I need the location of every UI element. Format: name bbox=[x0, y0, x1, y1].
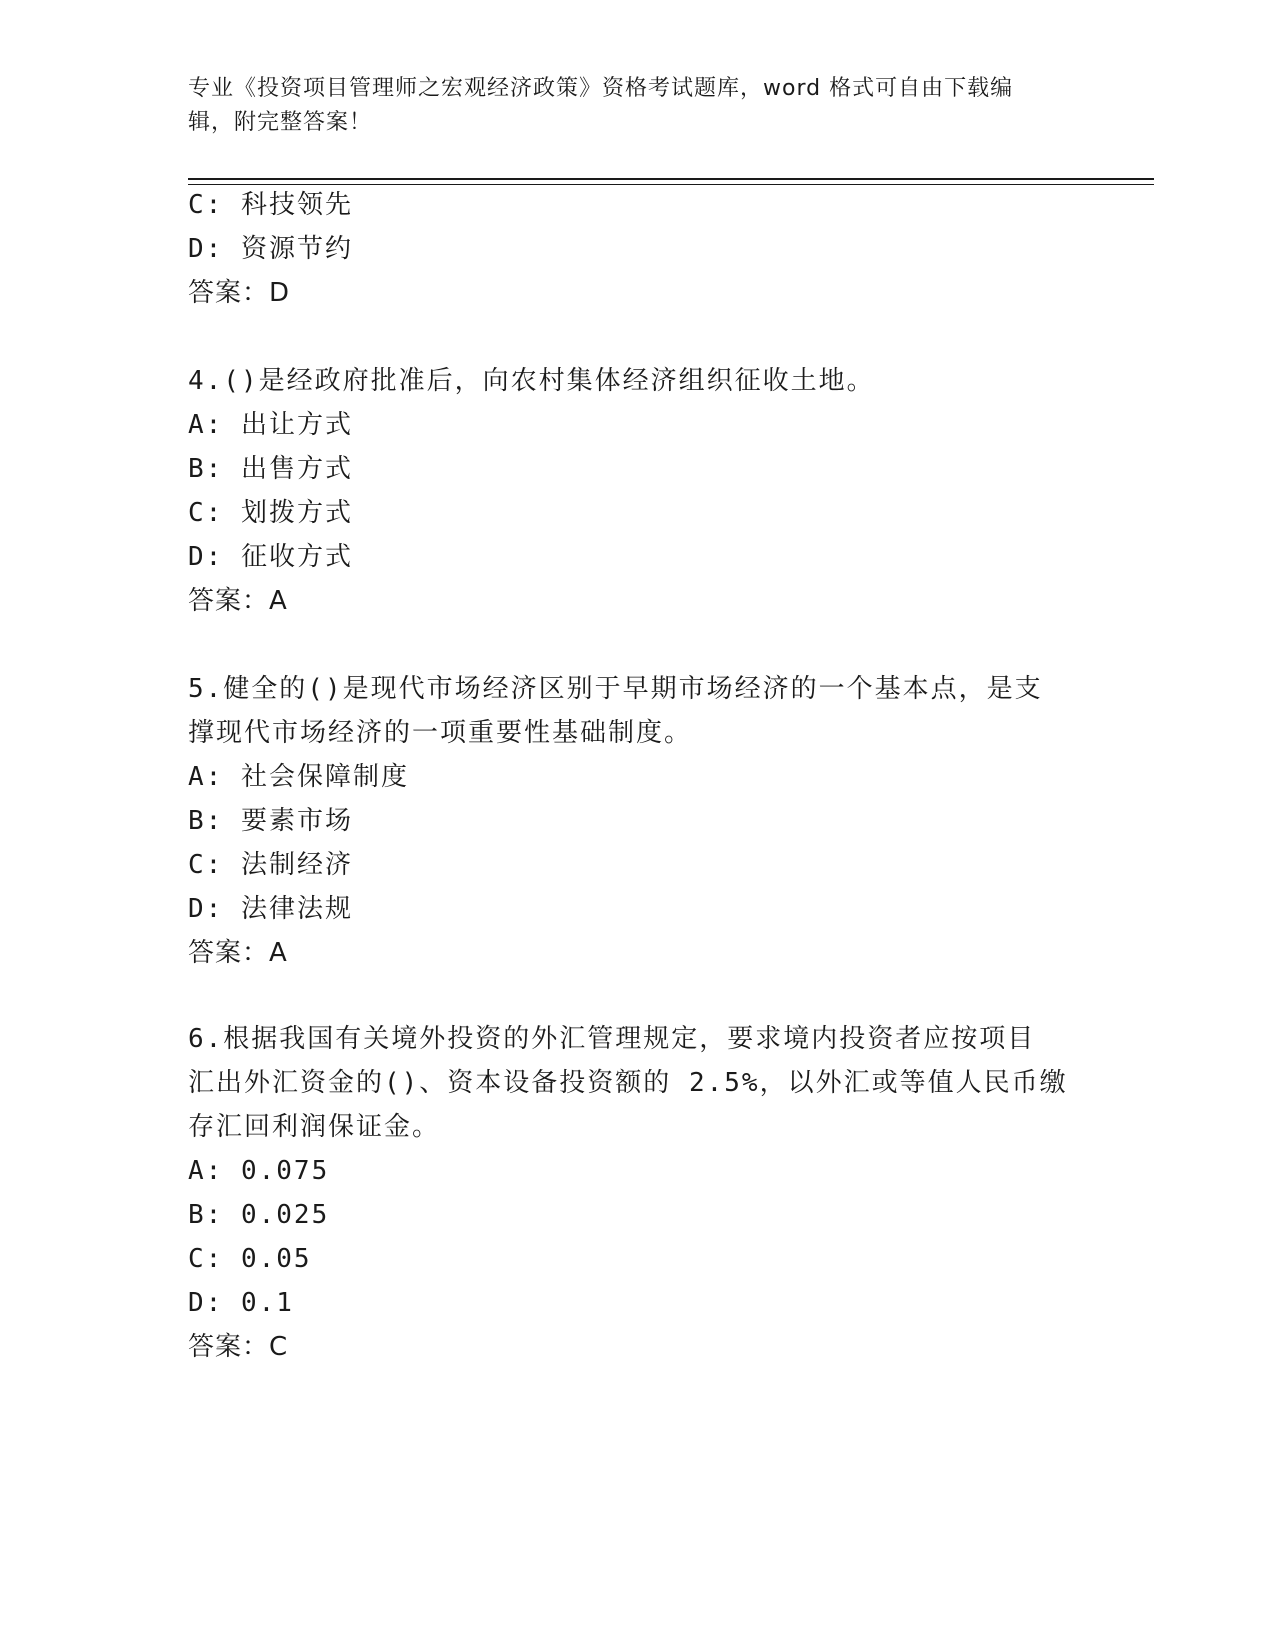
q6-stem-line-2: 汇出外汇资金的()、资本设备投资额的 2.5%，以外汇或等值人民币缴 bbox=[188, 1068, 1068, 1098]
q5-option-c: C: 法制经济 bbox=[188, 850, 353, 880]
q5-option-d: D: 法律法规 bbox=[188, 894, 353, 924]
q6-option-a: A: 0.075 bbox=[188, 1156, 330, 1186]
q4-option-d: D: 征收方式 bbox=[188, 542, 353, 572]
header-divider-thick bbox=[188, 178, 1154, 180]
q4-answer: 答案：A bbox=[188, 586, 288, 616]
q6-option-c: C: 0.05 bbox=[188, 1244, 312, 1274]
q6-option-b: B: 0.025 bbox=[188, 1200, 330, 1230]
q5-stem-line-2: 撑现代市场经济的一项重要性基础制度。 bbox=[188, 718, 693, 748]
document-header bbox=[188, 72, 1068, 140]
q4-stem: 4.()是经政府批准后，向农村集体经济组织征收土地。 bbox=[188, 366, 875, 396]
q6-answer: 答案：C bbox=[188, 1332, 289, 1362]
header-line-2: 辑，附完整答案！ bbox=[188, 110, 373, 135]
prev-option-c: C: 科技领先 bbox=[188, 190, 353, 220]
q5-stem-line-1: 5.健全的()是现代市场经济区别于早期市场经济的一个基本点，是支 bbox=[188, 674, 1043, 704]
q4-option-b: B: 出售方式 bbox=[188, 454, 353, 484]
prev-answer: 答案：D bbox=[188, 278, 291, 308]
q5-answer: 答案：A bbox=[188, 938, 288, 968]
q4-option-a: A: 出让方式 bbox=[188, 410, 353, 440]
prev-option-d: D: 资源节约 bbox=[188, 234, 353, 264]
q6-option-d: D: 0.1 bbox=[188, 1288, 294, 1318]
q5-option-b: B: 要素市场 bbox=[188, 806, 353, 836]
q5-option-a: A: 社会保障制度 bbox=[188, 762, 409, 792]
q4-option-c: C: 划拨方式 bbox=[188, 498, 353, 528]
q6-stem-line-1: 6.根据我国有关境外投资的外汇管理规定，要求境内投资者应按项目 bbox=[188, 1024, 1036, 1054]
q6-stem-line-3: 存汇回利润保证金。 bbox=[188, 1112, 441, 1142]
header-line-1: 专业《投资项目管理师之宏观经济政策》资格考试题库，word 格式可自由下载编 bbox=[188, 76, 1014, 101]
